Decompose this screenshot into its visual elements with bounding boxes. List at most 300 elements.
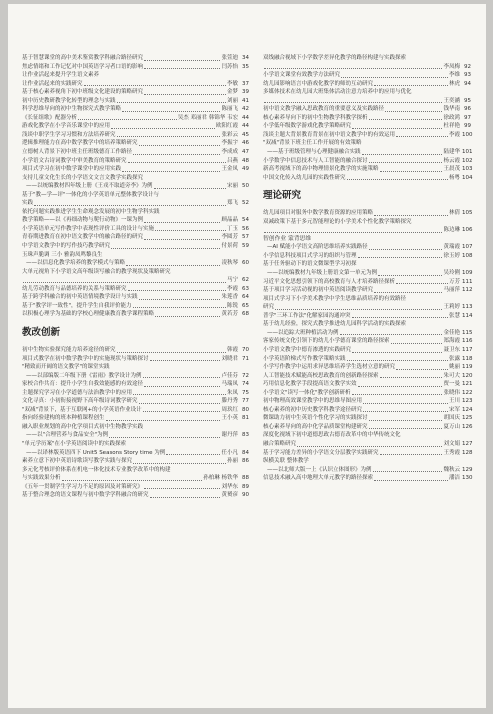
toc-entry-title: 实践 [22, 200, 34, 207]
toc-entry-title: 让作业活起来提升学生语文素养 [22, 72, 100, 79]
toc-entry-title: "双减"背景下，基于互联网+的小学英语作业设计 [22, 406, 142, 413]
toc-entry [263, 474, 471, 483]
toc-entry-title: 小学低年级数学游戏化教学策略研究 [263, 123, 352, 130]
toc-entry [263, 209, 471, 218]
toc-entry-title: ——以北师大版一上《认识立体图形》为例 [267, 466, 372, 473]
toc-entry-page: 92 [464, 63, 471, 70]
toc-entry-title: 主题探究学习在小学道德与法治教学中的应用 [22, 389, 133, 396]
toc-entry-title: 让作业活起来的实践研究 [22, 80, 83, 87]
toc-entry-page: 37 [242, 80, 249, 87]
toc-entry-author: 朱凤 [226, 389, 238, 396]
toc-entry-author: 张慧 [448, 312, 460, 319]
toc-entry-author: 林倩 [448, 210, 460, 217]
toc-entry-page: 121 [462, 381, 473, 388]
toc-entry-author: 吴杰 邓丽君 韩锦华 韦宏 [177, 114, 238, 121]
toc-entry [22, 406, 249, 415]
dot-leader [374, 480, 448, 481]
toc-entry-author: 王莉婷 [443, 304, 460, 311]
toc-entry-page: 124 [462, 406, 473, 413]
toc-entry [263, 363, 471, 372]
toc-entry-page: 44 [242, 114, 249, 121]
toc-entry-page: 101 [462, 149, 473, 156]
toc-entry-title: 青春期进教育在初中语文教学中的融合路径的研究 [22, 234, 144, 241]
toc-entry-title: 逻辑推理能力在高中数学教学中的培养策略研究 [22, 140, 138, 147]
toc-list-practice [263, 54, 471, 182]
dot-leader [380, 377, 443, 378]
dot-leader [117, 352, 226, 353]
dot-leader [358, 257, 443, 258]
toc-entry-title: 基于整合理念的语文课程与初中数学学科融合的研究 [22, 492, 149, 499]
dot-leader [133, 154, 220, 155]
toc-entry-title: 基于核心素养视角下初中班级文化建设的策略研究 [22, 89, 144, 96]
toc-entry [263, 97, 471, 106]
dot-leader [111, 128, 215, 129]
toc-entry-page: 75 [242, 389, 249, 396]
toc-entry-page: 119 [462, 364, 473, 371]
toc-entry-author: 姚丽 [448, 364, 460, 371]
toc-entry-title: 项目式学习在初中数学课堂中的应用实践 [22, 166, 122, 173]
contents-page [8, 4, 486, 708]
toc-entry [22, 131, 249, 140]
toc-entry-title: 玉珠声脆调 三小 雅韵凤鸣黎良生 [22, 251, 103, 258]
toc-entry-author: 王川 [448, 398, 460, 405]
toc-entry [263, 278, 471, 287]
toc-entry [263, 380, 471, 389]
toc-entry-title: 教学策略——以《再细动物与爬行动物》一课为例 [22, 217, 144, 224]
toc-entry [263, 165, 471, 174]
toc-entry [22, 268, 249, 277]
toc-entry [22, 431, 249, 440]
toc-entry [263, 174, 471, 183]
dot-leader [144, 239, 220, 240]
toc-entry-author: 滕丹秀 [221, 398, 238, 405]
toc-entry-title: 初中语文教学融入思政教育的重要意义及实践路径 [263, 106, 385, 113]
toc-entry-page: 41 [242, 97, 249, 104]
toc-entry-title: 融合策略研究 [263, 440, 297, 447]
dot-leader [143, 377, 221, 378]
toc-entry-title: 指向经验建构的班本种植课程创生 [22, 415, 105, 422]
toc-entry-author: 郑飞 [226, 200, 238, 207]
toc-entry-author: 黄瑞霞 [443, 244, 460, 251]
toc-entry-author: 孙丽 [226, 458, 238, 465]
toc-entry-author: 刘文娟 [443, 440, 460, 447]
toc-entry [263, 372, 471, 381]
toc-entry-author: 聂卫东 [443, 346, 460, 353]
dot-leader [352, 352, 442, 353]
dot-leader [126, 265, 220, 266]
dot-leader [111, 248, 220, 249]
toc-entry-author: 马宁 [226, 277, 238, 284]
toc-entry-page: 86 [242, 458, 249, 465]
toc-entry-title: 科学思维导向的初中生物探究式教学策略 [22, 106, 122, 113]
toc-entry-title: 基于"教—学—评"一体化的小学英语单元整体教学设计与 [22, 191, 160, 198]
toc-entry-author: 李维 [448, 72, 460, 79]
toc-entry-title: 初中物理高效课堂教学中的思维导图应用 [263, 398, 363, 405]
toc-entry-author: 李圆芳 [221, 234, 238, 241]
toc-entry [263, 440, 471, 449]
toc-entry [22, 148, 249, 157]
toc-list-innovation [22, 346, 249, 500]
toc-entry-author: 张萱迪 [221, 55, 238, 61]
toc-entry-title: 双线融合视域下小学数学差异化教学的路径构建与实践探索 [263, 55, 407, 61]
dot-leader [385, 111, 442, 112]
toc-entry [22, 216, 249, 225]
dot-leader [133, 463, 226, 464]
toc-entry-page: 46 [242, 140, 249, 147]
dot-leader [139, 299, 221, 300]
dot-leader [150, 360, 221, 361]
dot-leader [374, 215, 448, 216]
toc-entry-title: 家校合作共育：提升小学生自我效能感的有效途径 [22, 381, 144, 388]
toc-entry [263, 157, 471, 166]
toc-entry [22, 491, 249, 500]
toc-entry-title: ——以信息化教学培养的教学模式与策略 [26, 260, 126, 267]
toc-entry [22, 440, 249, 449]
toc-entry-author: 王奕涵 [443, 97, 460, 104]
toc-entry-title: 与实践效果分析 [22, 475, 61, 482]
toc-entry-title: 基于"教学评一致性"，提升学生自我评价能力 [22, 302, 132, 309]
toc-entry-author: 杨粤 [448, 174, 460, 181]
toc-entry [263, 105, 471, 114]
toc-entry [263, 457, 471, 466]
toc-entry-title: —AI 赋能小学语文高阶思维培养实践路径 [267, 244, 368, 251]
dot-leader [363, 411, 448, 412]
toc-entry-title: ——以统编教材四年级上册《王戎不取道旁李》为例 [26, 183, 153, 190]
toc-entry-author: 金梦 [226, 89, 238, 96]
toc-entry-page: 57 [242, 234, 249, 241]
toc-entry-author: 王晨茂 [443, 166, 460, 173]
toc-entry-page: 64 [242, 294, 249, 301]
toc-entry [22, 397, 249, 406]
toc-entry [263, 337, 471, 346]
toc-entry [22, 199, 249, 208]
toc-entry-title: 大单元视角下小学语文高年级读写融合的教学现状及策略研究 [22, 268, 171, 275]
toc-entry-author: 谢丹萍 [221, 432, 238, 439]
toc-entry-page: 34 [242, 55, 249, 61]
dot-leader [117, 102, 226, 103]
toc-entry-title: 微课助力初中生英语个性化学习的实践探讨 [263, 415, 368, 422]
toc-entry [263, 139, 471, 148]
toc-entry [22, 63, 249, 72]
toc-entry [263, 148, 471, 157]
toc-entry [263, 423, 471, 432]
toc-entry-title: 融入职业规划的高中化学项目式初中生物教学实践 [22, 423, 144, 430]
dot-leader [155, 230, 226, 231]
toc-entry [263, 131, 471, 140]
toc-entry-title: 小学语文课堂有效教学方法研究 [263, 72, 341, 79]
dot-leader [62, 480, 203, 481]
toc-entry [263, 269, 471, 278]
toc-entry-page: 127 [462, 440, 473, 447]
left-column [22, 54, 249, 500]
dot-leader [23, 282, 226, 283]
toc-entry-author: 宋军 [448, 406, 460, 413]
toc-entry-page: 130 [462, 475, 473, 482]
toc-entry-title: 习近平文化思想引领下的高校教育与人才培养路径探析 [263, 278, 396, 285]
toc-entry-page: 45 [242, 131, 249, 138]
toc-entry [263, 54, 471, 63]
toc-entry [263, 286, 471, 295]
toc-entry-page: 122 [462, 389, 473, 396]
toc-entry [263, 312, 471, 321]
toc-entry-title: 文化寻真：小初衔接视野下高年级诗词教学研究 [22, 398, 138, 405]
toc-entry-title: 新高考视域下的高中物理情景化教学的实施策略 [263, 166, 379, 173]
toc-entry-title: 小学语文教学中德育渗透的实践研究 [263, 346, 352, 353]
dot-leader [352, 394, 443, 395]
toc-entry [263, 63, 471, 72]
toc-entry-title: 浅谈主题大背景教育背景在初中语文教学中的有效运用 [263, 131, 396, 138]
toc-entry-title: 研究 [263, 304, 275, 311]
toc-entry [263, 406, 471, 415]
toc-entry-title: 依托问题实践推进学生生命观念发展的初中生物学科实践 [22, 208, 160, 215]
toc-entry [263, 226, 471, 235]
toc-entry-author: 朱可大 [443, 372, 460, 379]
toc-entry-title: ——基于班级管理与心理健康融合实践 [267, 149, 361, 156]
dot-leader [341, 77, 448, 78]
dot-leader [369, 119, 443, 120]
toc-entry-author: 付景荷 [221, 243, 238, 250]
toc-entry [22, 372, 249, 381]
toc-entry-author: 王小英 [221, 415, 238, 422]
toc-entry [263, 320, 471, 329]
toc-entry [22, 88, 249, 97]
toc-list-theory [263, 209, 471, 235]
toc-entry-title: 支持儿童文化生长的小学语文文言文教学实践探究 [22, 174, 144, 181]
dot-leader [362, 154, 443, 155]
toc-entry [22, 182, 249, 191]
toc-entry-author: 李成成 [221, 149, 238, 156]
toc-entry-page: 96 [464, 106, 471, 113]
dot-leader [396, 369, 448, 370]
dot-leader [122, 171, 220, 172]
dot-leader [396, 283, 448, 284]
dot-leader [78, 119, 177, 120]
toc-entry-author: 万芳 [448, 278, 460, 285]
toc-entry-title: 信息技术融入高中地理大单元教学的路径探索 [263, 475, 374, 482]
toc-entry [22, 225, 249, 234]
dot-leader [150, 497, 221, 498]
dot-leader [378, 275, 442, 276]
toc-entry-page: 89 [242, 483, 249, 490]
toc-entry [22, 139, 249, 148]
toc-entry-author: 刘晓君 [221, 355, 238, 362]
dot-leader [139, 403, 221, 404]
toc-entry-title: 幼儿劳动教育与品德培养的关系与策略研究 [22, 285, 127, 292]
toc-entry-title: 基于幼儿经验，探究式教学推进幼儿园科学活动的实践探索 [263, 321, 407, 328]
toc-entry-title: 中国文化传入幼儿园的实践性研究 [263, 174, 346, 181]
toc-entry-page: 81 [242, 415, 249, 422]
toc-entry [22, 276, 249, 285]
toc-entry [22, 346, 249, 355]
toc-entry-title: 双减政策下基于多元智能理论的小学美术个性化教学策略探究 [263, 218, 412, 225]
toc-entry [22, 483, 249, 492]
toc-entry-title: 深度化视域下初中道德思政古德育改革中的中华传统文化 [263, 432, 401, 439]
dot-leader [144, 386, 220, 387]
toc-entry-page: 60 [242, 260, 249, 267]
toc-entry-title: 基于项目学习活动视的初中英语阅读教学研究 [263, 287, 374, 294]
toc-entry-page: 93 [464, 72, 471, 79]
dot-leader [133, 394, 226, 395]
toc-entry-page: 65 [242, 302, 249, 309]
section-heading-theory: 理论研究 [263, 190, 302, 202]
toc-entry-page: 126 [462, 423, 473, 430]
toc-entry-author: 顾晶晶 [221, 217, 238, 224]
toc-entry [263, 397, 471, 406]
toc-entry-page: 70 [242, 346, 249, 353]
dot-leader [374, 85, 448, 86]
toc-entry-author: 杜祥艳 [443, 123, 460, 130]
toc-entry-page: 123 [462, 398, 473, 405]
toc-entry-title: ——以部编版二年级下册《雷雨》教学设计为例 [26, 372, 142, 379]
toc-entry-author: 宋丽 [226, 183, 238, 190]
toc-entry-page: 56 [242, 225, 249, 232]
toc-entry-page: 77 [242, 398, 249, 405]
toc-entry [263, 414, 471, 423]
toc-entry-author: 李霞 [448, 131, 460, 138]
toc-entry-title: 小学信息科技项目式学习的组织与管理 [263, 252, 357, 259]
toc-entry-author: 林虎 [448, 80, 460, 87]
toc-entry-title: 客家传统文化引领下的幼儿小学德育课堂的路径探索 [263, 338, 390, 345]
toc-entry-title: 初中生物实验探究能力培养途径的研究 [22, 346, 116, 353]
toc-entry-page: 44 [242, 123, 249, 130]
toc-entry-page: 97 [464, 114, 471, 121]
toc-entry [22, 414, 249, 423]
toc-entry-page: 48 [242, 157, 249, 164]
toc-entry-author: 徐玉婷 [443, 252, 460, 259]
dot-leader [373, 471, 443, 472]
toc-entry-page: 120 [462, 372, 473, 379]
toc-entry [22, 97, 249, 106]
toc-entry-title: ——以追踪大班种植活动为例 [267, 329, 339, 336]
toc-entry-page: 116 [462, 338, 473, 345]
toc-entry-title: 初中历史教研教学化转型的理念与实践 [22, 97, 116, 104]
toc-entry-author: 刘华东 [221, 483, 238, 490]
dot-leader [117, 136, 221, 137]
toc-entry-title: "精致而开阔的语文教学"的课堂实践 [22, 364, 110, 371]
toc-entry-author: 陈锐 [226, 302, 238, 309]
toc-entry-page: 84 [242, 449, 249, 456]
toc-entry [22, 380, 249, 389]
toc-entry-page: 129 [462, 466, 473, 473]
toc-entry-title: 素养立意下初中英语诗歌读写教学实践与探究 [22, 458, 133, 465]
dot-leader [358, 386, 443, 387]
toc-entry-page: 125 [462, 415, 473, 422]
dot-leader [144, 222, 220, 223]
dot-leader [380, 454, 443, 455]
toc-entry-page: 109 [462, 270, 473, 277]
dot-leader [380, 171, 443, 172]
toc-entry-page: 90 [242, 492, 249, 499]
toc-entry [22, 233, 249, 242]
toc-entry-author: 王金凤 [221, 166, 238, 173]
toc-list-education [22, 54, 249, 319]
toc-entry [22, 122, 249, 131]
toc-entry-title: 以积极心理学为基础的学校心理健康教育教学课程策略 [22, 311, 155, 318]
toc-entry-page: 115 [462, 329, 473, 336]
dot-leader [154, 188, 226, 189]
toc-entry-page: 74 [242, 381, 249, 388]
toc-entry-title: 小学语文"读写一体化"教学创新研析 [263, 389, 351, 396]
toc-entry [22, 157, 249, 166]
dot-leader [128, 290, 226, 291]
toc-entry-title: ——以"合理营养与食品安全"为例 [26, 432, 109, 439]
toc-entry [22, 466, 249, 475]
toc-entry-author: 钱华南 [443, 106, 460, 113]
dot-leader [144, 94, 226, 95]
toc-entry [263, 88, 471, 97]
toc-entry-title: 小学数学中信息技术与人工智能的融合探讨 [263, 157, 368, 164]
toc-entry [22, 389, 249, 398]
toc-entry-author: 任小凡 [221, 449, 238, 456]
dot-leader [347, 179, 448, 180]
toc-entry [263, 252, 471, 261]
toc-entry [22, 310, 249, 319]
dot-leader [369, 162, 443, 163]
toc-entry [263, 114, 471, 123]
toc-entry-author: 李敏 [226, 80, 238, 87]
toc-entry-page: 118 [462, 355, 473, 362]
toc-entry-author: 徐政鸿 [443, 114, 460, 121]
toc-entry-title: 《五年一贯制学生学习力不足的原因及对策研究》 [22, 483, 144, 490]
toc-entry-author: 魏秋云 [443, 466, 460, 473]
dot-leader [133, 307, 226, 308]
toc-entry-author: 李凤梅 [443, 63, 460, 70]
toc-entry [263, 329, 471, 338]
toc-entry-title: 巧用信息化教学手段提高语文教学实效 [263, 381, 357, 388]
dot-leader [340, 334, 443, 335]
toc-entry [263, 346, 471, 355]
toc-entry-page: 111 [462, 278, 473, 285]
toc-entry [22, 242, 249, 251]
toc-entry-author: 朱莲香 [221, 294, 238, 301]
toc-entry-title: 智创作业 蒙背思维 [263, 235, 312, 242]
toc-entry-page: 95 [464, 97, 471, 104]
toc-entry-page: 35 [242, 63, 249, 70]
toc-entry-page: 42 [242, 106, 249, 113]
toc-entry [22, 474, 249, 483]
toc-entry-page: 99 [464, 123, 471, 130]
toc-entry-page: 117 [462, 346, 473, 353]
toc-entry-title: 项目式教学在初中数学教学中的实施现状与策略探讨 [22, 355, 149, 362]
dot-leader [155, 316, 220, 317]
dot-leader [396, 136, 448, 137]
toc-entry-title: "双减"背景下班主任工作开展的有效策略 [263, 140, 362, 147]
toc-entry-title: ——以译林版英语四下 Unit5 Seasons Story time 为例 [26, 449, 166, 456]
toc-entry [22, 105, 249, 114]
toc-entry [263, 80, 471, 89]
toc-entry-title: 幼儿园影响语言中游戏化教学的师幼互动研究 [263, 80, 374, 87]
toc-entry [22, 293, 249, 302]
toc-entry-author: 夏万山 [443, 423, 460, 430]
toc-entry-title: 小学英语阶梯式写作教学策略实践 [263, 355, 346, 362]
toc-entry-title: "单元学历案"在小学英语阅读中的实践探索 [22, 440, 127, 447]
toc-entry-author: 陈边琳 [443, 227, 460, 234]
toc-entry [263, 122, 471, 131]
toc-entry-title: 多元化考核评价体系在机电一体化技术专业教学改革中的构建 [22, 466, 171, 473]
toc-entry-page: 112 [462, 287, 473, 294]
toc-entry-page: 63 [242, 285, 249, 292]
toc-entry-title: 多媒体技术在幼儿园大班集体活动注意力培养中的应用与优化 [263, 89, 412, 96]
toc-entry-title: 《长征组歌》配器分析 [22, 114, 78, 121]
toc-entry [263, 295, 471, 304]
dot-leader [264, 102, 442, 103]
dot-leader [352, 128, 442, 129]
toc-entry [22, 449, 249, 458]
toc-entry [22, 251, 249, 260]
toc-entry [263, 303, 471, 312]
toc-entry-page: 106 [462, 227, 473, 234]
toc-entry-page: 47 [242, 149, 249, 156]
